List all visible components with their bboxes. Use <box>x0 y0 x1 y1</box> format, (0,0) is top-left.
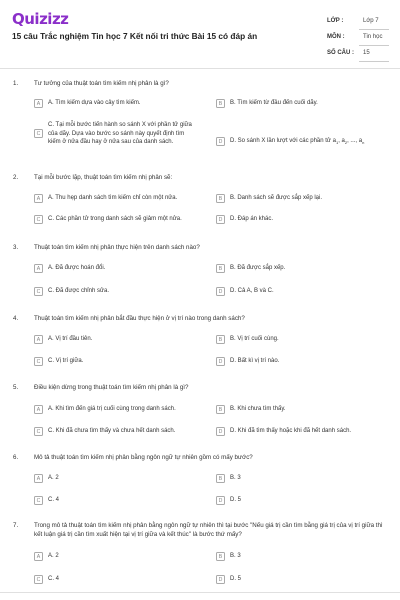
option-text: D. 5 <box>230 497 242 503</box>
option-text: A. Tìm kiếm dựa vào cây tìm kiếm. <box>48 100 141 106</box>
option-text: B. Vị trí cuối cùng. <box>230 336 279 342</box>
option-letter-box: D <box>216 357 225 366</box>
option-letter-box: A <box>34 474 43 483</box>
option-letter-box: A <box>34 335 43 344</box>
question-number: 4. <box>13 315 19 322</box>
question-number: 2. <box>13 174 19 181</box>
option-4a[interactable] <box>34 335 209 344</box>
meta-subject-label: MÔN : <box>327 34 345 40</box>
option-letter-box: B <box>216 264 225 273</box>
option-text: A. Vị trí đầu tiên. <box>48 336 93 342</box>
option-6d[interactable] <box>216 496 391 505</box>
option-text: C. Tại mỗi bước tiến hành so sánh X với phần tử giữa của dãy. Dựa vào bước so sánh này quyết định tìm kiếm ở nửa đầu hay ở nửa sau của danh sách. <box>48 122 192 145</box>
option-5c[interactable] <box>34 427 214 436</box>
option-text: A. 2 <box>48 553 59 559</box>
option-letter-box: D <box>216 137 225 146</box>
option-1b[interactable] <box>216 99 391 108</box>
meta-count-value: 15 <box>363 50 370 56</box>
option-letter-box: B <box>216 405 225 414</box>
question-number: 5. <box>13 384 19 391</box>
question-text: Điều kiện dừng trong thuật toán tìm kiếm nhị phân là gì? <box>34 384 189 391</box>
option-text: C. Vị trí giữa. <box>48 358 84 364</box>
option-letter-box: C <box>34 575 43 584</box>
question-text: Tư tưởng của thuật toán tìm kiếm nhị phân là gì? <box>34 80 169 87</box>
question-text: Thuật toán tìm kiếm nhị phân bắt đầu thực hiện ở vị trí nào trong danh sách? <box>34 315 245 322</box>
option-text: A. 2 <box>48 475 59 481</box>
option-5b[interactable] <box>216 405 391 414</box>
option-letter-box: A <box>34 552 43 561</box>
option-text: A. Khi tìm đến giá trị cuối cùng trong danh sách. <box>48 406 176 412</box>
option-text: A. Đã được hoán đổi. <box>48 265 106 271</box>
option-7a[interactable] <box>34 552 209 561</box>
question-text: Mô tả thuật toán tìm kiếm nhị phân bằng ngôn ngữ tự nhiên gồm có mấy bước? <box>34 454 253 461</box>
worksheet-header <box>0 0 400 68</box>
option-1c[interactable] <box>34 121 206 147</box>
meta-grade <box>327 14 389 30</box>
question-text: Thuật toán tìm kiếm nhị phân thực hiện trên danh sách nào? <box>34 244 200 251</box>
option-letter-box: B <box>216 194 225 203</box>
option-text: D. Khi đã tìm thấy hoặc khi đã hết danh sách. <box>230 428 352 434</box>
option-letter-box: D <box>216 215 225 224</box>
option-3a[interactable] <box>34 264 209 273</box>
option-text: B. 3 <box>230 553 241 559</box>
option-text: C. Các phần tử trong danh sách sẽ giảm một nửa. <box>48 216 182 222</box>
option-letter-box: C <box>34 357 43 366</box>
option-text: B. Danh sách sẽ được sắp xếp lại. <box>230 195 322 201</box>
option-text: B. Khi chưa tìm thấy. <box>230 406 286 412</box>
question-text: Trong mô tả thuật toán tìm kiếm nhị phân bằng ngôn ngữ tự nhiên thì tại bước "Nếu giá trị cần tìm bằng giá trị của vị trí giữa thì kết luận giá trị cần tìm xuất hiện tại vị trí giữa và kết thúc" là bước thứ mấy? <box>34 522 383 538</box>
option-4b[interactable] <box>216 335 391 344</box>
option-letter-box: C <box>34 215 43 224</box>
option-text: D. 5 <box>230 576 242 582</box>
option-letter-box: C <box>34 496 43 505</box>
option-1d[interactable] <box>216 137 394 148</box>
option-letter-box: D <box>216 575 225 584</box>
option-6c[interactable] <box>34 496 209 505</box>
option-letter-box: C <box>34 427 43 436</box>
worksheet-title: 15 câu Trắc nghiệm Tin học 7 Kết nối tri thức Bài 15 có đáp án <box>12 31 258 41</box>
option-3c[interactable] <box>34 287 209 296</box>
question-number: 1. <box>13 80 19 87</box>
option-text: B. 3 <box>230 475 241 481</box>
option-letter-box: B <box>216 474 225 483</box>
option-4c[interactable] <box>34 357 209 366</box>
option-letter-box: C <box>34 129 43 138</box>
option-text: C. Khi đã chưa tìm thấy và chưa hết danh sách. <box>48 428 176 434</box>
question-number: 6. <box>13 454 19 461</box>
option-6b[interactable] <box>216 474 391 483</box>
option-text: C. 4 <box>48 497 60 503</box>
option-letter-box: A <box>34 99 43 108</box>
option-5d[interactable] <box>216 427 394 436</box>
question-number: 7. <box>13 522 19 529</box>
option-letter-box: D <box>216 287 225 296</box>
meta-count-label: SỐ CÂU : <box>327 50 354 56</box>
option-text: D. Đáp án khác. <box>230 216 274 222</box>
quizizz-logo: Quizizz <box>12 10 69 28</box>
option-text: D. So sánh X lần lượt với các phần tử $a_1$, $a_2$, ..., $a_n$ <box>230 138 365 146</box>
option-6a[interactable] <box>34 474 209 483</box>
meta-subject-value: Tin học <box>363 34 383 40</box>
meta-grade-label: LỚP : <box>327 18 344 24</box>
option-2d[interactable] <box>216 215 391 224</box>
option-2a[interactable] <box>34 194 212 203</box>
question-number: 3. <box>13 244 19 251</box>
option-7c[interactable] <box>34 575 209 584</box>
option-3b[interactable] <box>216 264 391 273</box>
meta-grade-value: Lớp 7 <box>363 18 379 24</box>
option-7d[interactable] <box>216 575 391 584</box>
option-7b[interactable] <box>216 552 391 561</box>
option-letter-box: C <box>34 287 43 296</box>
option-letter-box: B <box>216 99 225 108</box>
option-letter-box: B <box>216 552 225 561</box>
option-text: B. Đã được sắp xếp. <box>230 265 286 271</box>
header-divider <box>0 68 400 69</box>
footer-divider <box>0 592 400 593</box>
option-letter-box: D <box>216 427 225 436</box>
option-letter-box: A <box>34 264 43 273</box>
option-4d[interactable] <box>216 357 391 366</box>
option-letter-box: B <box>216 335 225 344</box>
option-text: C. Đã được chỉnh sửa. <box>48 288 109 294</box>
option-1a[interactable] <box>34 99 204 108</box>
option-letter-box: A <box>34 194 43 203</box>
meta-subject <box>327 30 389 46</box>
meta-count <box>327 46 389 62</box>
option-text: C. 4 <box>48 576 60 582</box>
option-letter-box: A <box>34 405 43 414</box>
option-letter-box: D <box>216 496 225 505</box>
option-text: A. Thu hẹp danh sách tìm kiếm chỉ còn một nửa. <box>48 195 178 201</box>
option-3d[interactable] <box>216 287 391 296</box>
option-2b[interactable] <box>216 194 391 203</box>
question-text: Tại mỗi bước lặp, thuật toán tìm kiếm nhị phân sẽ: <box>34 174 173 181</box>
option-text: D. Bất kì vị trí nào. <box>230 358 280 364</box>
option-text: B. Tìm kiếm từ đầu đến cuối dãy. <box>230 100 318 106</box>
option-2c[interactable] <box>34 215 214 224</box>
option-text: D. Cả A, B và C. <box>230 288 274 294</box>
option-5a[interactable] <box>34 405 214 414</box>
